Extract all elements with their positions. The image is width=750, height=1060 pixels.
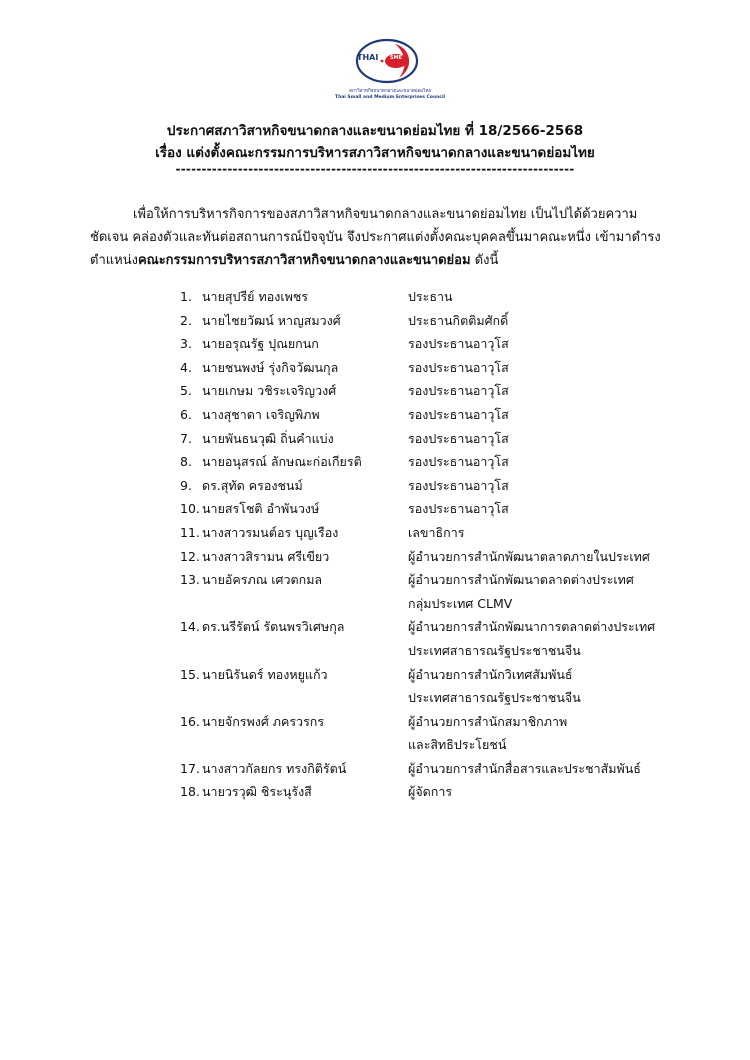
member-row	[180, 309, 680, 333]
member-position	[408, 710, 680, 757]
member-row	[180, 710, 680, 757]
logo-caption-english: Thai Small and Medium Enterprises Council	[335, 95, 446, 100]
member-row	[180, 332, 680, 356]
member-position-line: รองประธานอาวุโส	[408, 359, 509, 375]
member-name: นายพันธนวุฒิ ถิ่นคำแบ่ง	[202, 430, 334, 446]
member-position	[408, 663, 680, 710]
member-number: 11.	[180, 524, 200, 540]
member-name: นางสาวกัลยกร ทรงกิติรัตน์	[202, 760, 347, 776]
member-position-line: รองประธานอาวุโส	[408, 477, 509, 493]
member-number: 15.	[180, 666, 200, 682]
member-name: นายสรโชติ อำพันวงษ์	[202, 501, 320, 517]
member-position-line: รองประธานอาวุโส	[408, 336, 509, 352]
body-line-1: เพื่อให้การบริหารกิจการของสภาวิสาหกิจขนาดกลางและขนาดย่อมไทย เป็นไปได้ด้วยความ	[133, 207, 638, 222]
member-position	[408, 474, 680, 498]
member-position-line: รองประธานอาวุโส	[408, 383, 509, 399]
member-position	[408, 379, 680, 403]
member-name: นายวรวุฒิ ชิระนุรังสี	[202, 784, 312, 800]
member-name: ดร.สุทัด ครองชนม์	[202, 477, 303, 493]
member-row	[180, 663, 680, 710]
member-name: นางสาวรมนต์อร บุญเรือง	[202, 524, 339, 540]
announcement-subject: เรื่อง แต่งตั้งคณะกรรมการบริหารสภาวิสาหกิจขนาดกลางและขนาดย่อมไทย	[155, 145, 595, 161]
member-number: 9.	[180, 477, 192, 493]
member-row	[180, 474, 680, 498]
member-row	[180, 450, 680, 474]
member-position-line: ผู้อำนวยการสำนักพัฒนาตลาดภายในประเทศ	[408, 548, 650, 564]
member-position-line: รองประธานอาวุโส	[408, 406, 509, 422]
member-position-line: ผู้อำนวยการสำนักสมาชิกภาพ	[408, 713, 568, 729]
member-list	[180, 285, 680, 804]
member-position-line: กลุ่มประเทศ CLMV	[408, 595, 513, 611]
member-position	[408, 521, 680, 545]
member-number: 12.	[180, 548, 200, 564]
member-name: นายอรุณรัฐ ปุณยกนก	[202, 336, 319, 352]
member-position-line: ประธานกิตติมศักดิ์	[408, 312, 509, 328]
member-name: นายไชยวัฒน์ หาญสมวงศ์	[202, 312, 341, 328]
member-position	[408, 403, 680, 427]
member-position	[408, 780, 680, 804]
member-number: 14.	[180, 619, 200, 635]
title-separator: -----------------------------------------------------------------------------	[175, 162, 575, 176]
member-position-line: ผู้อำนวยการสำนักพัฒนาตลาดต่างประเทศ	[408, 572, 634, 588]
member-row	[180, 285, 680, 309]
member-number: 8.	[180, 454, 192, 470]
member-number: 2.	[180, 312, 192, 328]
member-row	[180, 497, 680, 521]
member-number: 17.	[180, 760, 200, 776]
logo-caption-thai: สภาวิสาหกิจขนาดกลางและขนาดย่อมไทย	[348, 89, 432, 94]
member-number: 7.	[180, 430, 192, 446]
member-position-line: ประเทศสาธารณรัฐประชาชนจีน	[408, 690, 581, 706]
member-position	[408, 568, 680, 615]
member-name: นายจักรพงศ์ ภครวรกร	[202, 713, 325, 729]
member-name: นายอนุสรณ์ ลักษณะก่อเกียรติ	[202, 454, 362, 470]
logo-sme-text: SME	[390, 55, 402, 61]
member-position-line: ผู้อำนวยการสำนักสื่อสารและประชาสัมพันธ์	[408, 760, 641, 776]
member-position	[408, 615, 680, 662]
member-number: 1.	[180, 289, 192, 304]
member-position	[408, 450, 680, 474]
member-row	[180, 427, 680, 451]
member-number: 3.	[180, 336, 192, 352]
member-row	[180, 379, 680, 403]
member-name: นายเกษม วชิระเจริญวงศ์	[202, 383, 337, 399]
body-line-3-prefix: ตำแหน่ง	[90, 253, 138, 268]
member-number: 16.	[180, 713, 200, 729]
member-position-line: รองประธานอาวุโส	[408, 430, 509, 446]
member-position-line: ผู้อำนวยการสำนักวิเทศสัมพันธ์	[408, 666, 573, 682]
logo-thai-text: THAI	[357, 53, 379, 62]
member-row	[180, 615, 680, 662]
member-name: นายสุปรีย์ ทองเพชร	[202, 289, 309, 304]
member-row	[180, 757, 680, 781]
committee-name: คณะกรรมการบริหารสภาวิสาหกิจขนาดกลางและขนาดย่อม	[137, 253, 471, 268]
member-row	[180, 780, 680, 804]
member-number: 5.	[180, 383, 192, 399]
member-number: 10.	[180, 501, 200, 517]
member-row	[180, 521, 680, 545]
member-position	[408, 285, 680, 309]
member-position-line: รองประธานอาวุโส	[408, 501, 509, 517]
body-line-3-suffix: ดังนี้	[470, 253, 499, 268]
member-position	[408, 427, 680, 451]
announcement-title: ประกาศสภาวิสาหกิจขนาดกลางและขนาดย่อมไทย ที่ 18/2566-2568	[166, 123, 584, 139]
member-row	[180, 356, 680, 380]
member-name: นางสุชาดา เจริญพิภพ	[202, 406, 320, 422]
member-position-line: ประเทศสาธารณรัฐประชาชนจีน	[408, 642, 581, 658]
member-position-line: ผู้อำนวยการสำนักพัฒนาการตลาดต่างประเทศ	[408, 619, 656, 635]
member-position-line: ประธาน	[408, 289, 453, 304]
member-row	[180, 403, 680, 427]
member-position	[408, 545, 680, 569]
member-position	[408, 332, 680, 356]
member-row	[180, 568, 680, 615]
council-logo	[335, 38, 445, 108]
member-name: ดร.นรีรัตน์ รัตนพรวิเศษกุล	[202, 619, 345, 635]
member-number: 13.	[180, 572, 200, 588]
member-position	[408, 497, 680, 521]
member-name: นายชนพงษ์ รุ่งกิจวัฒนกุล	[202, 359, 339, 375]
member-number: 4.	[180, 359, 192, 375]
member-number: 6.	[180, 406, 192, 422]
member-position	[408, 356, 680, 380]
member-name: นางสาวสิรามน ศรีเขียว	[202, 548, 330, 564]
member-position	[408, 757, 680, 781]
member-row	[180, 545, 680, 569]
body-line-2: ชัดเจน คล่องตัวและทันต่อสถานการณ์ปัจจุบัน จึงประกาศแต่งตั้งคณะบุคคลขึ้นมาคณะหนึ่ง เข้ามาดำรง	[90, 230, 661, 245]
body-line-3	[90, 249, 498, 270]
member-position-line: เลขาธิการ	[408, 524, 465, 540]
member-position-line: รองประธานอาวุโส	[408, 454, 509, 470]
member-name: นายนิรันดร์ ทองหยูแก้ว	[202, 666, 328, 682]
member-name: นายอัครภณ เศวตกมล	[202, 572, 323, 588]
member-number: 18.	[180, 784, 200, 800]
member-position-line: และสิทธิประโยชน์	[408, 737, 507, 753]
member-position	[408, 309, 680, 333]
member-position-line: ผู้จัดการ	[408, 784, 453, 800]
